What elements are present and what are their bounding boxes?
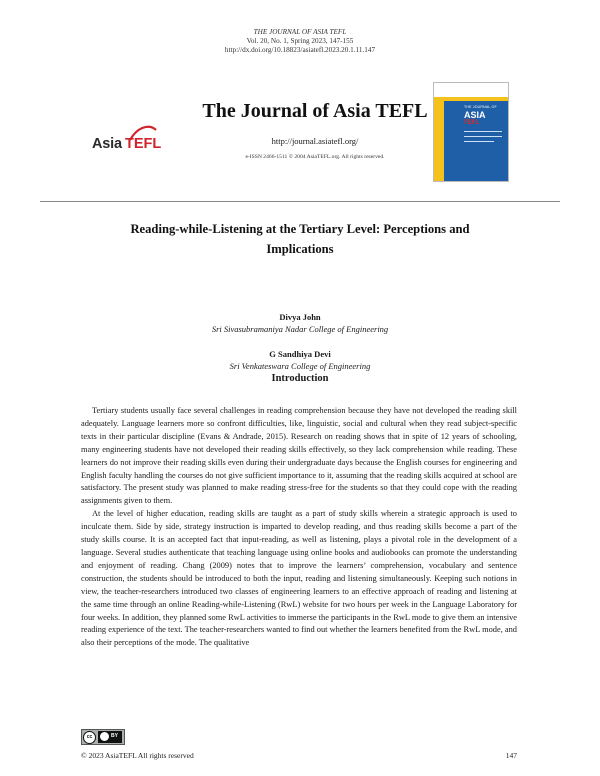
journal-url[interactable]: http://journal.asiatefl.org/ bbox=[271, 136, 359, 146]
author-affiliation: Sri Venkateswara College of Engineering bbox=[229, 361, 371, 371]
journal-title: The Journal of Asia TEFL bbox=[202, 100, 428, 122]
by-label: BY bbox=[111, 733, 118, 739]
footer-copyright: © 2023 AsiaTEFL All rights reserved bbox=[81, 751, 194, 760]
author-name: G Sandhiya Devi bbox=[269, 349, 331, 359]
cc-icon: cc bbox=[83, 731, 96, 744]
page-number: 147 bbox=[505, 751, 517, 760]
body-paragraph: At the level of higher education, reading skills are taught as a part of study skills wherein a strategic approach is used to inculcate them. Side by side, strategy instruction is imparted to develop reading, and thus reading skills become a part of the study skills course. It is an accepted fact that input-reading, as well as listening, plays a pivotal role in the development of a language. Several studies authenticate that teaching language using online books and audiobooks can promote the understanding and enjoyment of reading. Chang (2009) notes that to improve the learners’ comprehension, vocabulary and sentence construction, the students should be introduced to both the input, reading and listening simultaneously. Keeping such notions in view, the teacher-researchers introduced two classes of engineering learners to an effective approach of reading and listening at the same time through an online Reading-while-Listening (RwL) website for two hours per week in the Language Laboratory for four weeks. In addition, they planned some RwL activities to immerse the participants in the RwL mode to give them an intensive reading experience of the text. The teacher-researchers wanted to find out whether the learners benefited from the RwL mode, and also their perceptions of the mode. The qualitative bbox=[81, 509, 517, 648]
journal-issn: e-ISSN 2466-1511 © 2004 AsiaTEFL.org. All rights reserved. bbox=[245, 154, 385, 160]
body-text bbox=[81, 405, 517, 650]
header-divider bbox=[40, 201, 560, 202]
body-paragraph: Tertiary students usually face several challenges in reading comprehension because they have not developed the reading skill adequately. Language learners more so confront difficulties, like, linguistic, social and cultural when they read subject-specific texts in their particular discipline (Evans & Andrade, 2015). Research on reading shows that in spite of 12 years of schooling, many engineering students have not developed their reading skills effectively, so they lack comprehension while reading. These learners do not improve their reading skills even during their undergraduate days because the English courses for engineering and English faculty handling the courses do not give sufficient importance to it, assuming that the reading skills acquired at school are satisfactory. The present study was planned to make reading stress-free for the students so that they could cope with the reading assignments given to them. bbox=[81, 406, 517, 506]
running-head-volume: Vol. 20, No. 1, Spring 2023, 147-155 bbox=[246, 37, 354, 45]
running-head-journal: THE JOURNAL OF ASIA TEFL bbox=[253, 28, 347, 36]
logo-text-asia: Asia bbox=[92, 136, 122, 152]
running-head-doi[interactable]: http://dx.doi.org/10.18823/asiatefl.2023.20.1.11.147 bbox=[224, 46, 376, 54]
running-head bbox=[0, 28, 600, 55]
author-affiliation: Sri Sivasubramaniya Nadar College of Engineering bbox=[211, 324, 389, 334]
creative-commons-license-badge[interactable] bbox=[81, 729, 125, 745]
journal-masthead bbox=[0, 86, 600, 196]
logo-text-tefl: TEFL bbox=[125, 136, 162, 152]
by-attribution-icon bbox=[98, 731, 122, 743]
journal-cover-image bbox=[433, 82, 509, 182]
section-heading-introduction: Introduction bbox=[271, 373, 329, 384]
cover-asia-text: ASIA bbox=[464, 110, 486, 120]
author-name: Divya John bbox=[279, 312, 321, 322]
article-title: Reading-while-Listening at the Tertiary Level: Perceptions and Implications bbox=[130, 222, 470, 256]
cover-tefl-text: TEFL bbox=[464, 120, 479, 126]
asiatefl-logo bbox=[92, 132, 192, 162]
cover-journal-text: THE JOURNAL OF bbox=[464, 105, 497, 109]
